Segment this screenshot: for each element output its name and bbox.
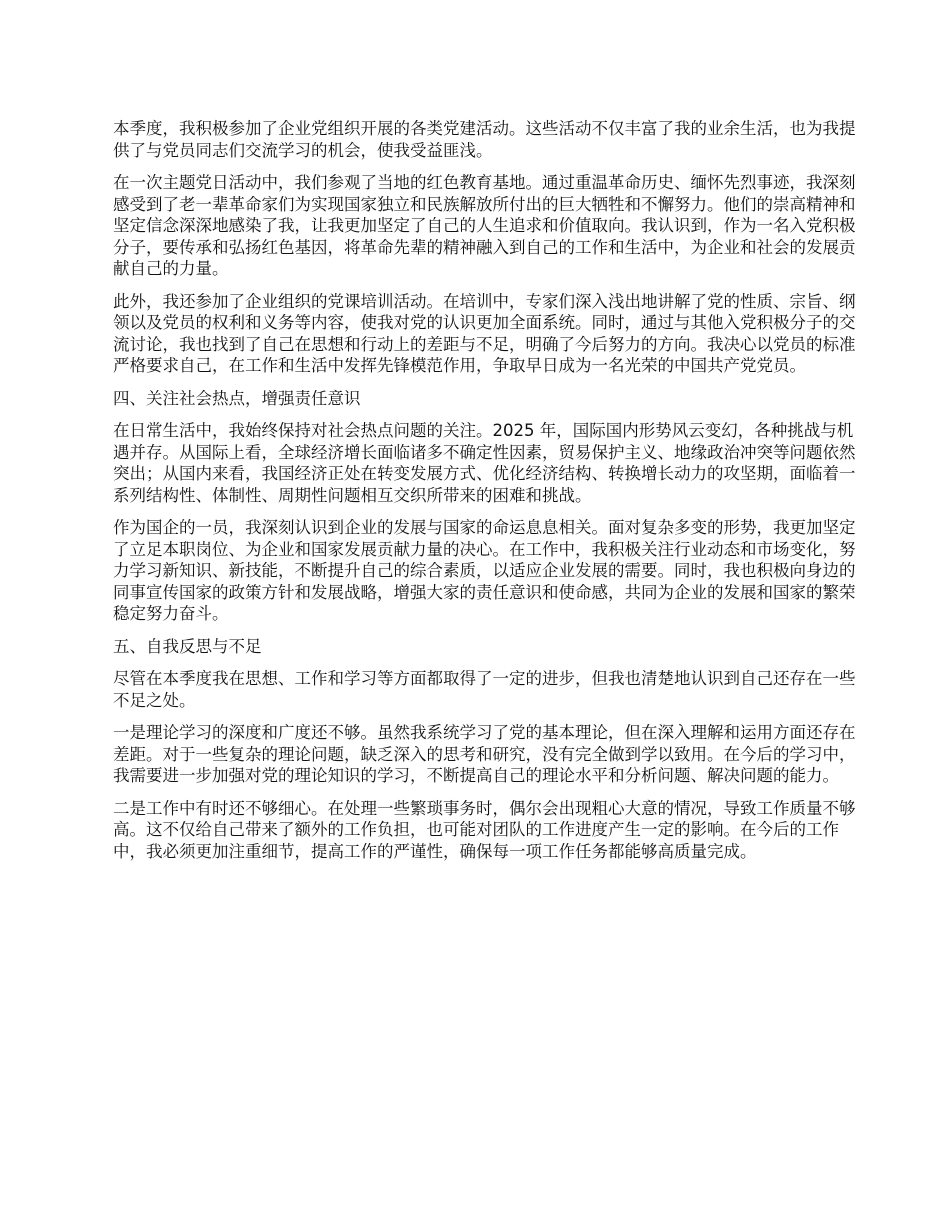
document-body bbox=[113, 118, 858, 873]
paragraph-reflection-intro: 尽管在本季度我在思想、工作和学习等方面都取得了一定的进步，但我也清楚地认识到自己还存在一些不足之处。 bbox=[113, 669, 856, 710]
paragraph-work-carefulness-gap: 二是工作中有时还不够细心。在处理一些繁琐事务时，偶尔会出现粗心大意的情况，导致工作质量不够高。这不仅给自己带来了额外的工作负担，也可能对团队的工作进度产生一定的影响。在今后的工作中，我必须更加注重细节，提高工作的严谨性，确保每一项工作任务都能够高质量完成。 bbox=[113, 798, 856, 861]
paragraph-party-activities: 本季度，我积极参加了企业党组织开展的各类党建活动。这些活动不仅丰富了我的业余生活，也为我提供了与党员同志们交流学习的机会，使我受益匪浅。 bbox=[113, 119, 856, 160]
paragraph-theme-party-day: 在一次主题党日活动中，我们参观了当地的红色教育基地。通过重温革命历史、缅怀先烈事迹，我深刻感受到了老一辈革命家们为实现国家独立和民族解放所付出的巨大牺牲和不懈努力。他们的崇高精神和坚定信念深深地感染了我，让我更加坚定了自己的人生追求和价值取向。我认识到，作为一名入党积极分子，要传承和弘扬红色基因，将革命先辈的精神融入到自己的工作和生活中，为企业和社会的发展贡献自己的力量。 bbox=[113, 173, 856, 278]
paragraph-social-hotspots: 在日常生活中，我始终保持对社会热点问题的关注。2025 年，国际国内形势风云变幻，各种挑战与机遇并存。从国际上看，全球经济增长面临诸多不确定性因素，贸易保护主义、地缘政治冲突等问题依然突出；从国内来看，我国经济正处在转变发展方式、优化经济结构、转换增长动力的攻坚期，面临着一系列结构性、体制性、周期性问题相互交织所带来的困难和挑战。 bbox=[113, 421, 856, 505]
paragraph-party-course-training: 此外，我还参加了企业组织的党课培训活动。在培训中，专家们深入浅出地讲解了党的性质、宗旨、纲领以及党员的权利和义务等内容，使我对党的认识更加全面系统。同时，通过与其他入党积极分子的交流讨论，我也找到了自己在思想和行动上的差距与不足，明确了今后努力的方向。我决心以党员的标准严格要求自己，在工作和生活中发挥先锋模范作用，争取早日成为一名光荣的中国共产党党员。 bbox=[113, 291, 856, 375]
section-heading-social-hotspots: 四、关注社会热点，增强责任意识 bbox=[113, 388, 361, 408]
paragraph-theory-study-gap: 一是理论学习的深度和广度还不够。虽然我系统学习了党的基本理论，但在深入理解和运用方面还存在差距。对于一些复杂的理论问题，缺乏深入的思考和研究，没有完全做到学以致用。在今后的学习中，我需要进一步加强对党的理论知识的学习，不断提高自己的理论水平和分析问题、解决问题的能力。 bbox=[113, 723, 856, 785]
section-heading-self-reflection: 五、自我反思与不足 bbox=[113, 636, 262, 656]
paragraph-soe-responsibility: 作为国企的一员，我深刻认识到企业的发展与国家的命运息息相关。面对复杂多变的形势，我更加坚定了立足本职岗位、为企业和国家发展贡献力量的决心。在工作中，我积极关注行业动态和市场变化，努力学习新知识、新技能，不断提升自己的综合素质，以适应企业发展的需要。同时，我也积极向身边的同事宣传国家的政策方针和发展战略，增强大家的责任意识和使命感，共同为企业的发展和国家的繁荣稳定努力奋斗。 bbox=[113, 518, 856, 623]
